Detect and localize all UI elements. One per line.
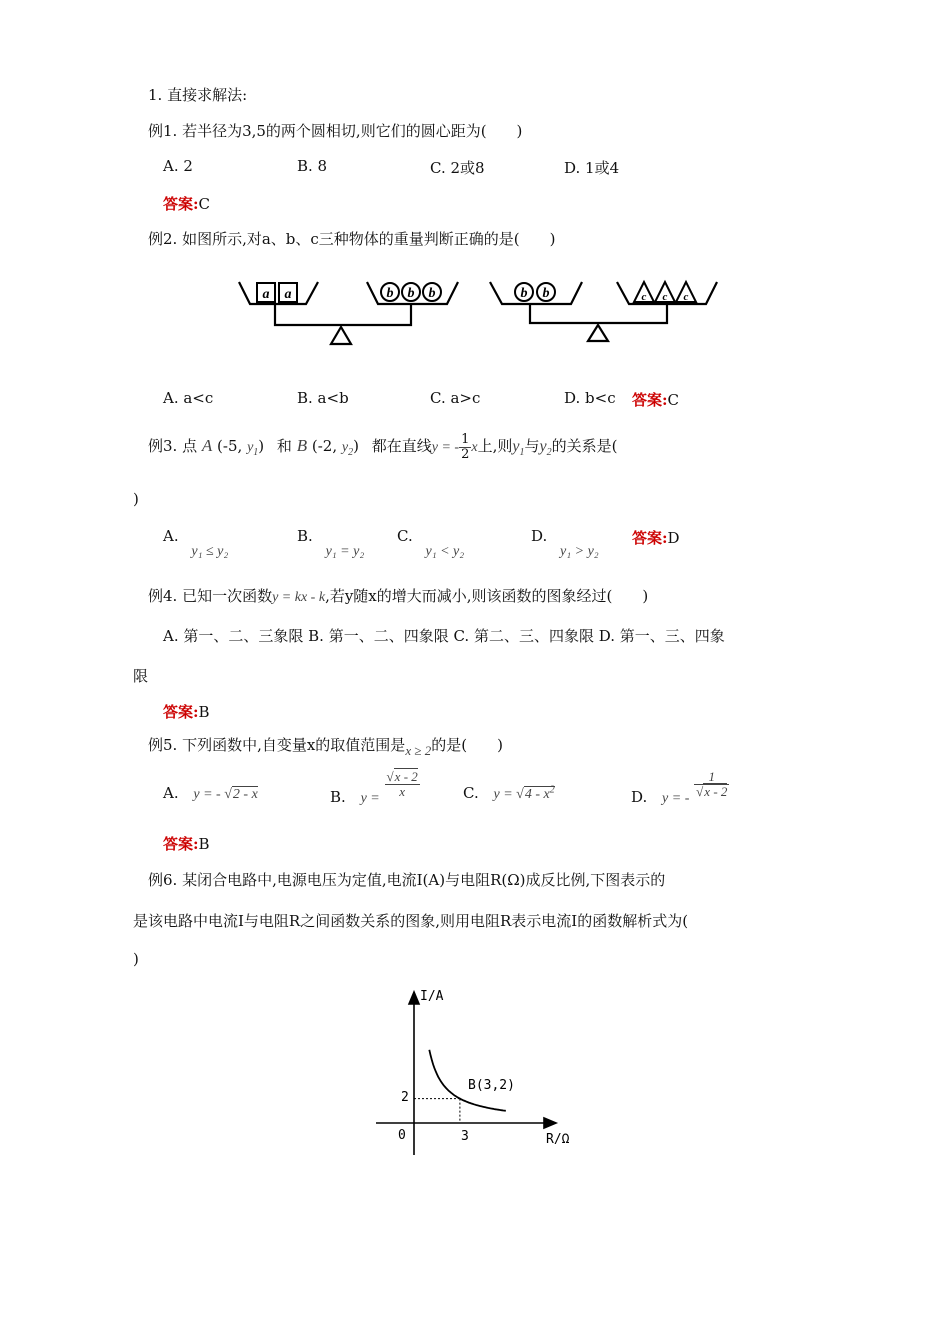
ex6-line3: ) <box>133 950 139 968</box>
ex2-option-d: D. b<c <box>564 389 616 407</box>
ex3-rel: 与 <box>524 437 540 456</box>
ex1-answer <box>163 193 210 214</box>
balance-scales-figure <box>0 278 950 358</box>
scale1-fulcrum <box>331 327 351 344</box>
ex3-prefix: 例3. 点 <box>148 437 198 456</box>
y1-ref: $y_1$ <box>512 438 525 459</box>
ex3-option-a: A. y₁ ≤ y₂ <box>163 527 229 559</box>
ex1-option-c: C. 2或8 <box>430 159 485 177</box>
ex5-question: 例5. 下列函数中,自变量x的取值范围是x ≥ 2的是( ) <box>148 736 503 758</box>
line-lhs: y = - <box>431 440 460 456</box>
ex1-option-a: A. 2 <box>163 157 193 175</box>
ex2-option-b: B. a<b <box>297 389 349 407</box>
ex3-suffix1: 上,则 <box>477 437 513 456</box>
ex3-option-b: B. y₁ = y₂ <box>297 527 365 559</box>
weight-label: c <box>641 291 647 303</box>
origin-label: 0 <box>398 1128 406 1143</box>
inverse-proportion-graph <box>370 980 600 1160</box>
section-title: 1. 直接求解法: <box>148 86 248 104</box>
ex4-question: 例4. 已知一次函数y = kx - k,若y随x的增大而减小,则该函数的图象经过( ) <box>148 587 649 605</box>
answer-label: 答案: <box>163 195 199 213</box>
ex3-suffix2: 的关系是( <box>551 437 618 456</box>
y2-ref: $y_2$ <box>539 438 552 459</box>
weight-label: a <box>262 287 270 302</box>
y-axis-label: I/A <box>420 989 444 1004</box>
answer-label: 答案: <box>163 835 199 853</box>
ex5-option-d: D. y = - $\frac{1}{√x - 2}$ <box>631 769 728 807</box>
ex5-answer-value: B <box>198 835 210 853</box>
ex6-line2: 是该电路中电流I与电阻R之间函数关系的图象,则用电阻R表示电流I的函数解析式为( <box>133 912 689 930</box>
point-b: B <box>296 436 308 456</box>
ex3-option-c-expr: y₁ < y₂ <box>425 544 465 559</box>
ex5-option-a: A. y = - √2 - x <box>163 784 258 802</box>
x-axis-label: R/Ω <box>546 1132 570 1147</box>
weight-label: a <box>284 287 292 302</box>
point-a: A <box>201 436 213 456</box>
ex5-condition: x ≥ 2 <box>405 743 432 758</box>
ex2-option-c: C. a>c <box>430 389 481 407</box>
answer-label: 答案: <box>632 391 668 409</box>
weight-label: b <box>542 286 550 301</box>
ex5-answer <box>163 833 210 854</box>
ex5-option-c: C. $y = √4 - x^2$ <box>463 784 555 802</box>
ex3-mid: 都在直线 <box>371 437 432 456</box>
ex3-option-a-expr: y₁ ≤ y₂ <box>191 544 229 559</box>
x-tick-label: 3 <box>461 1129 469 1144</box>
fraction-half: $\frac{1}{2}$ <box>461 432 470 462</box>
ex1-option-b: B. 8 <box>297 157 328 175</box>
ex4-options-wrap: 限 <box>133 667 149 685</box>
line-rhs: x <box>471 440 478 456</box>
ex3-option-d: D. y₁ > y₂ <box>531 527 599 559</box>
ex1-option-d: D. 1或4 <box>564 159 620 177</box>
weight-label: c <box>683 291 689 303</box>
ex2-question: 例2. 如图所示,对a、b、c三种物体的重量判断正确的是( ) <box>148 230 556 248</box>
weight-label: c <box>662 291 668 303</box>
ex3-question: 例3. 点 A (-5, $y_1$) 和 B (-2, $y_2$) 都在直线y = - $\frac{1}{2}$ x上,则$y_1$与$y_2$的关系是( <box>148 432 618 462</box>
ex2-answer <box>632 389 679 410</box>
ex4-answer-value: B <box>198 703 210 721</box>
weight-label: b <box>386 286 394 301</box>
answer-label: 答案: <box>632 529 668 547</box>
scale1-beam <box>275 304 411 325</box>
ex1-question: 例1. 若半径为3,5的两个圆相切,则它们的圆心距为( ) <box>148 122 523 140</box>
ex3-option-d-expr: y₁ > y₂ <box>560 544 599 559</box>
y1: $y_1$ <box>247 440 259 458</box>
scale2-left-pan <box>490 282 582 304</box>
point-a-coords: (-5, <box>217 437 243 456</box>
y-tick-label: 2 <box>401 1090 409 1105</box>
ex3-option-b-expr: y₁ = y₂ <box>325 544 365 559</box>
ex5-option-b: B. y = $\frac{√x - 2}{x}$ <box>330 769 418 807</box>
point-b-label: B(3,2) <box>468 1078 515 1093</box>
ex6-line1: 例6. 某闭合电路中,电源电压为定值,电流I(A)与电阻R(Ω)成反比例,下图表示的 <box>148 871 666 889</box>
ex2-option-a: A. a<c <box>163 389 214 407</box>
weight-label: b <box>428 286 436 301</box>
ex2-answer-value: C <box>667 391 680 409</box>
scale2-beam <box>530 304 667 323</box>
ex3-close-paren: ) <box>133 490 139 508</box>
answer-label: 答案: <box>163 703 199 721</box>
y-axis-arrow <box>409 992 419 1004</box>
scale2-fulcrum <box>588 325 608 341</box>
weight-label: b <box>407 286 415 301</box>
x-axis-arrow <box>544 1118 556 1128</box>
ex3-answer-value: D <box>667 529 680 547</box>
y2: $y_2$ <box>341 440 354 458</box>
ex4-answer <box>163 701 210 722</box>
ex4-options: A. 第一、二、三象限 B. 第一、二、四象限 C. 第二、三、四象限 D. 第一、三、四象 <box>163 627 725 645</box>
point-b-coords: (-2, <box>311 437 338 456</box>
ex1-answer-value: C <box>198 195 211 213</box>
ex3-and: 和 <box>276 437 292 456</box>
ex3-option-c: C. y₁ < y₂ <box>397 527 465 559</box>
ex3-answer <box>632 527 680 548</box>
ex4-function: y = kx - k <box>272 590 326 605</box>
weight-label: b <box>520 286 528 301</box>
